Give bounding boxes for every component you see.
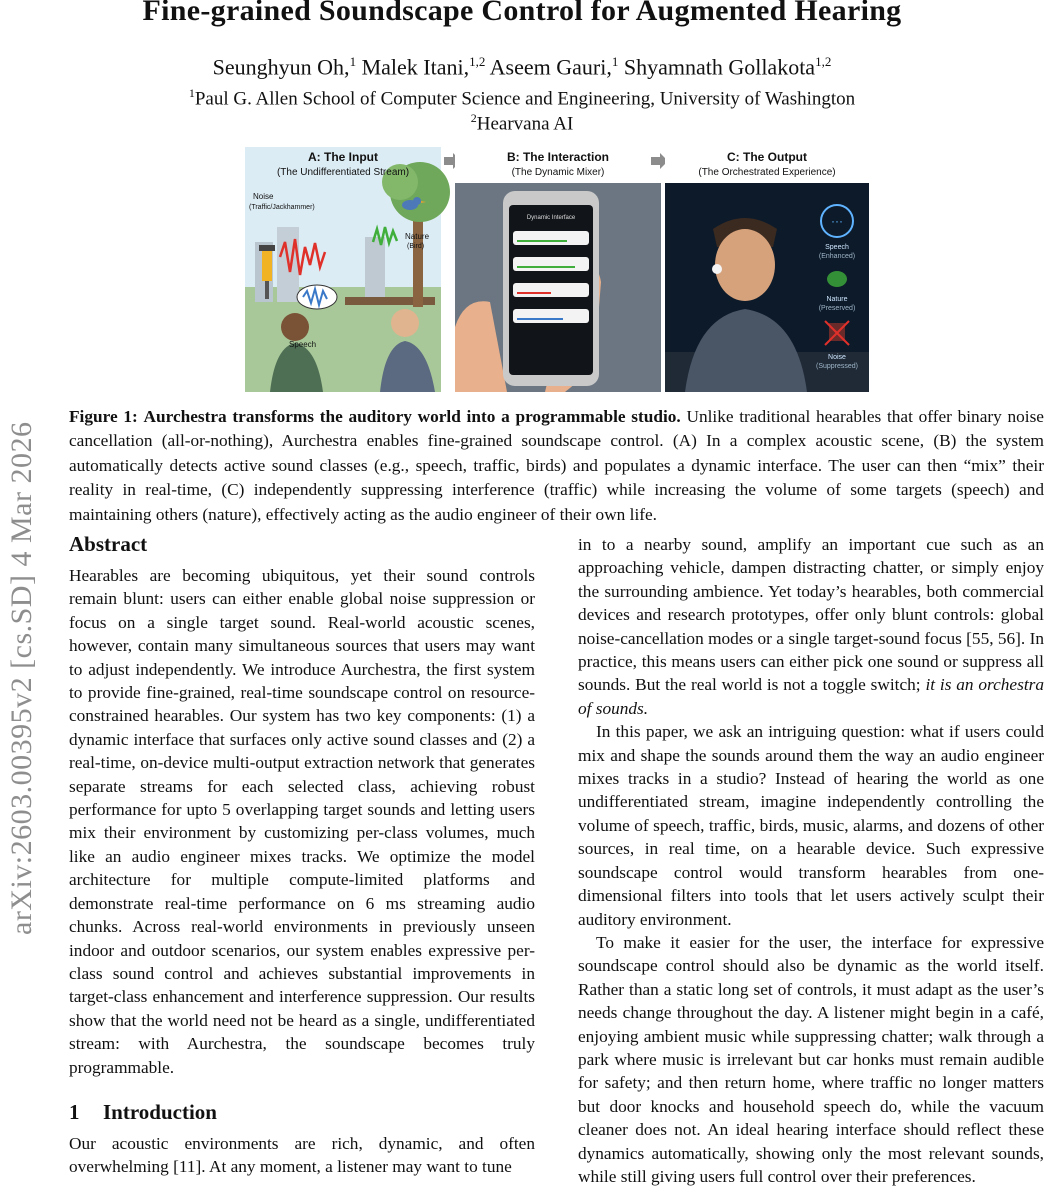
abstract-heading: Abstract: [69, 532, 148, 556]
figure-label: Noise: [253, 192, 274, 201]
tree-icon: [413, 207, 423, 307]
author-name: Shyamnath Gollakota: [623, 54, 816, 80]
intro-paragraph: In this paper, we ask an intriguing question: what if users could mix and shape the sounds around them the way an audio engineer mixes tracks in a studio? Instead of hearing the world as one undifferentiated stream, imagine independently controlling the volume of speech, traffic, birds, music, alarms, and dozens of other sources, in real time, on a hearable device. Such expressive soundscape control would transform hearables from one-dimensional filters into tools that let users actively sculpt their auditory environment.: [578, 722, 1044, 929]
panel-c-scene: [665, 147, 869, 392]
caption-text: Unlike traditional hearables that offer binary noise cancellation (all-or-nothing), Aurchestra enables fine-grained soundscape control. (A) In a complex acoustic scene, (B) the system automatically detects active sound classes (e.g., speech, traffic, birds) and populates a dynamic interface. The user can then “mix” their reality in real-time, (C) independently suppressing interference (traffic) while increasing the volume of some targets (speech) and maintaining others (nature), effectively acting as the audio engineer of their own life.: [69, 407, 1044, 524]
svg-text:···: ···: [831, 214, 843, 228]
figure-label: (Suppressed): [815, 363, 859, 370]
figure-label: Nature: [826, 296, 848, 303]
nature-preserved-icon: [827, 271, 847, 287]
phone-screen-title: Dynamic Interface: [526, 215, 576, 221]
figure-caption: [69, 405, 1044, 527]
section-number: 1: [69, 1099, 80, 1124]
panel-subtitle: (The Dynamic Mixer): [511, 167, 605, 178]
intro-emphasis: it is an orchestra of sounds.: [578, 675, 1044, 718]
panel-b-scene: [455, 147, 661, 392]
panel-subtitle: (The Orchestrated Experience): [698, 167, 836, 178]
introduction-heading: [69, 1098, 535, 1126]
author-affiliation-mark: 1,2: [469, 54, 486, 69]
figure-label: (Enhanced): [818, 253, 856, 260]
figure-label: Speech: [289, 340, 317, 349]
caption-bold-text: Aurchestra transforms the auditory world into a programmable studio.: [143, 407, 681, 426]
speech-bubble-icon: [297, 285, 337, 309]
phone-icon: [503, 191, 599, 386]
arxiv-identifier: arXiv:2603.00395v2 [cs.SD] 4 Mar 2026: [5, 421, 38, 935]
intro-paragraph: To make it easier for the user, the interface for expressive soundscape control should also be dynamic as the world itself. Rather than a static long set of controls, it must adapt as the user’s needs change throughout the day. A listener might begin in a café, enjoying ambient music while suppressing chatter; walk through a park where music is irrelevant but car honks must remain audible for safety; and then return home, where traffic no longer matters but door knocks and household speech do, while the vacuum cleaner does not. An ideal hearing interface should reflect these dynamics automatically, showing only the most relevant sounds, while still giving users full control over their preferences.: [578, 932, 1044, 1186]
left-column: [69, 530, 535, 1179]
affiliation-text: Hearvana AI: [476, 113, 574, 135]
affiliation-mark: 1: [188, 86, 195, 100]
author-name: Seunghyun Oh,: [212, 54, 350, 80]
affiliation-text: Paul G. Allen School of Computer Science and Engineering, University of Washington: [194, 88, 856, 110]
intro-paragraph: [578, 533, 1044, 720]
panel-subtitle: (The Undifferentiated Stream): [276, 167, 410, 178]
figure-label: (Preserved): [818, 305, 856, 312]
author-name: Malek Itani,: [361, 54, 470, 80]
figure-label: (Bird): [407, 243, 425, 250]
panel-title: C: The Output: [727, 150, 807, 164]
figure-label: Noise: [828, 354, 846, 361]
intro-paragraph-text: in to a nearby sound, amplify an important cue such as an approaching vehicle, dampen distracting chatter, or simply enjoy the surrounding ambience. Yet today’s hearables, both commercial devices and research prototypes, offer only blunt controls: global noise-cancellation modes or a single target-sound focus [55, 56]. In practice, this means users can either pick one sound or suppress all sounds. But the real world is not a toggle switch;: [578, 535, 1044, 695]
right-column: [578, 533, 1044, 1188]
abstract-text: Hearables are becoming ubiquitous, yet their sound controls remain blunt: users can either enable global noise suppression or focus on a single target sound. Real-world acoustic scenes, however, contain many simultaneous sources that users may want to adjust independently. We introduce Aurchestra, the first system to provide fine-grained, real-time soundscape control on resource-constrained hearables. Our system has two key components: (1) a dynamic interface that surfaces only active sound classes and (2) a real-time, on-device multi-output extraction network that generates separate streams for each selected class, achieving robust performance for upto 5 overlapping target sounds and letting users mix their environment by customizing per-class volumes, much like an audio engineer mixes tracks. We optimize the model architecture for multiple compute-limited platforms and demonstrate real-time performance on 6 ms streaming audio chunks. Across real-world environments in previously unseen indoor and outdoor scenarios, our system enables expressive per-class sound control and achieves substantial improvements in target-class enhancement and interference suppression. Our results show that the world need not be heard as a single, undifferentiated stream: with Aurchestra, the soundscape becomes truly programmable.: [69, 566, 535, 1077]
paper-title: Fine-grained Soundscape Control for Augmented Hearing: [142, 0, 902, 27]
figure-label: Speech: [825, 244, 849, 251]
figure-label: Nature: [405, 232, 430, 241]
panel-a-scene: [245, 147, 450, 392]
figure-label: (Traffic/Jackhammer): [249, 204, 315, 211]
panel-title: B: The Interaction: [506, 150, 610, 164]
affiliation: [0, 111, 1044, 135]
author-list: [0, 54, 1044, 80]
intro-paragraph: Our acoustic environments are rich, dynamic, and often overwhelming [11]. At any moment, a listener may want to tune: [69, 1133, 535, 1177]
author-name: Aseem Gauri,: [489, 54, 612, 80]
author-affiliation-mark: 1: [611, 54, 619, 69]
teaser-figure: [245, 147, 869, 392]
affiliation: [0, 86, 1044, 110]
author-affiliation-mark: 1: [349, 54, 357, 69]
author-affiliation-mark: 1,2: [815, 54, 832, 69]
affiliation-mark: 2: [470, 111, 477, 125]
section-title: Introduction: [103, 1099, 217, 1124]
panel-title: A: The Input: [308, 150, 378, 164]
caption-label: Figure 1:: [69, 407, 138, 426]
